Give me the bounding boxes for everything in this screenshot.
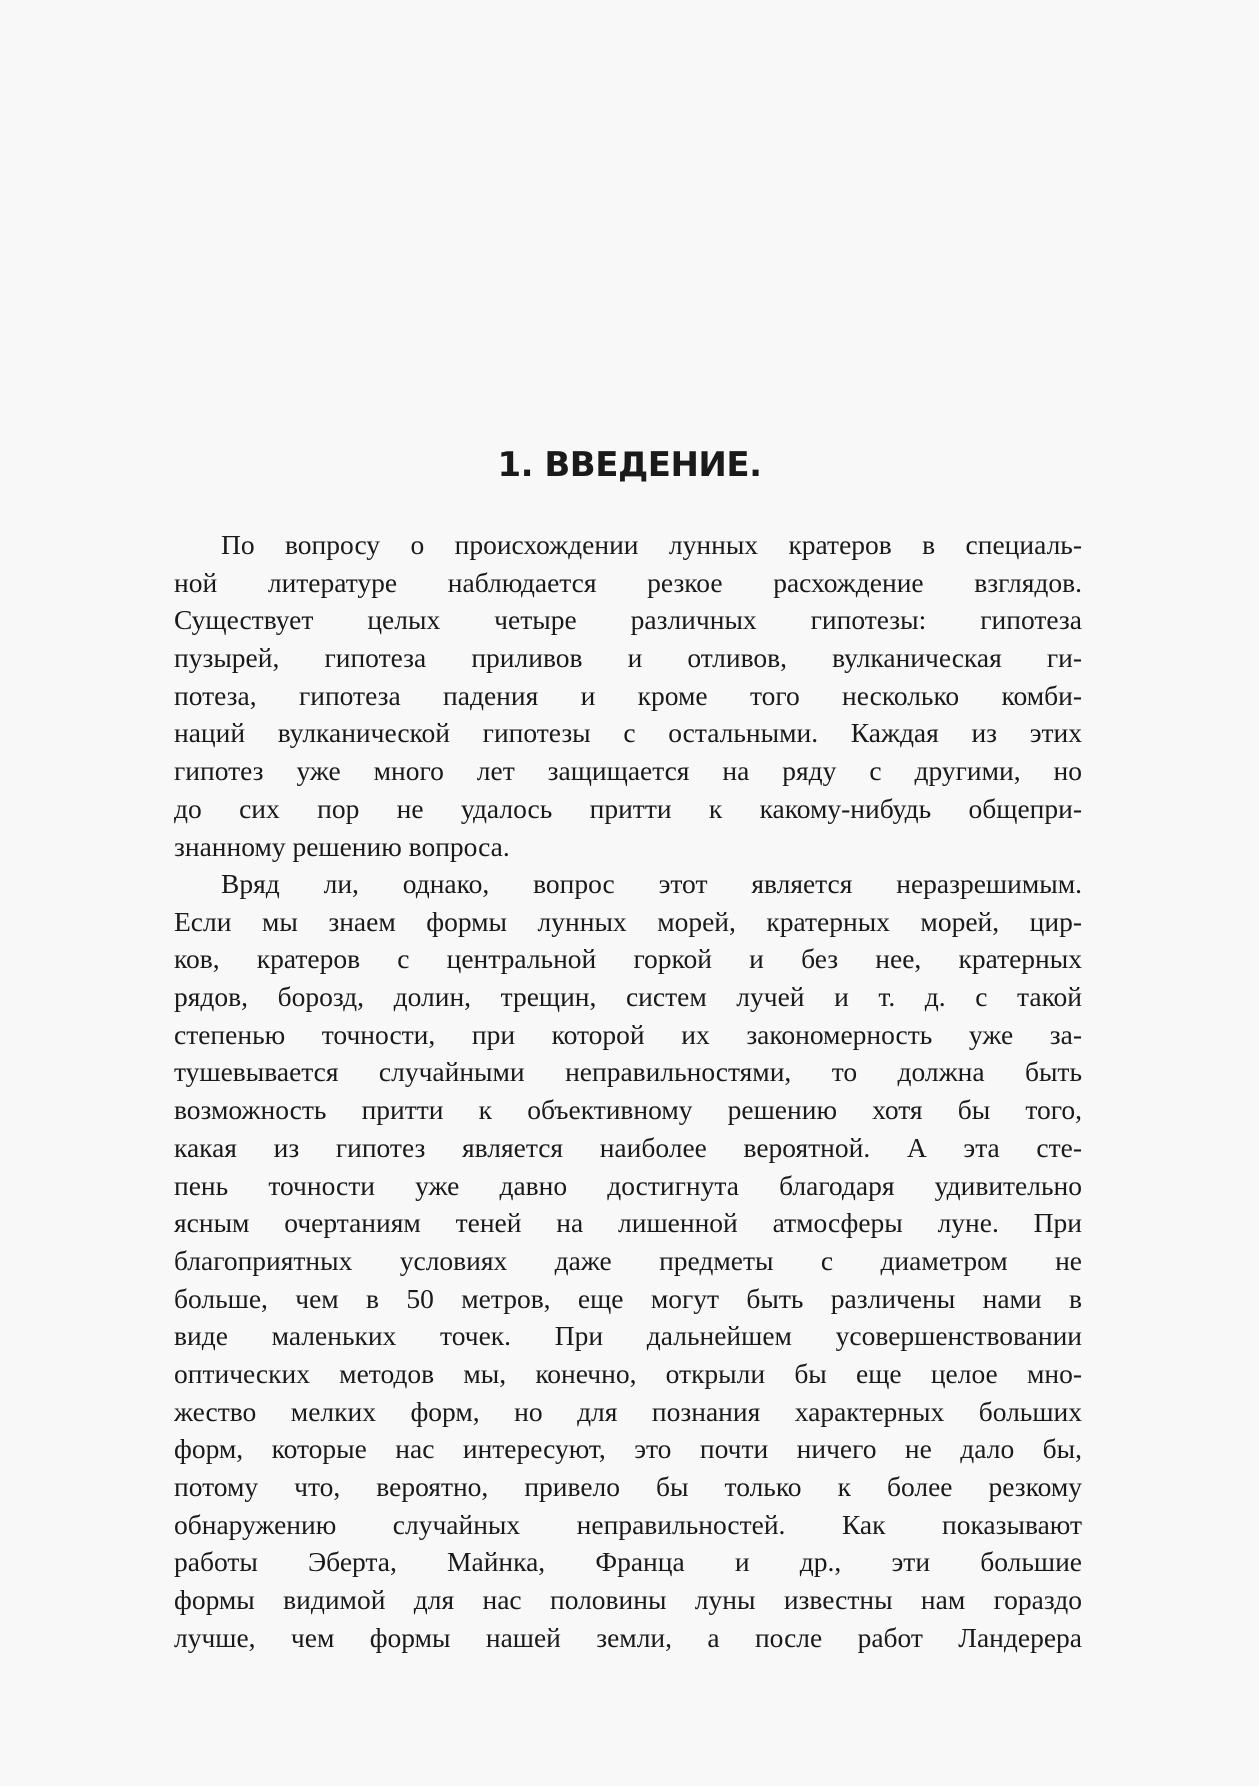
text-line: ной литературе наблюдается резкое расхождение взглядов. (174, 566, 1082, 598)
text-line: тушевывается случайными неправильностями, то должна быть (174, 1056, 1082, 1088)
text-line: лучше, чем формы нашей земли, а после работ Ландерера (174, 1621, 1082, 1653)
text-line: ков, кратеров с центральной горкой и без нее, кратерных (174, 943, 1082, 975)
text-line: Вряд ли, однако, вопрос этот является неразрешимым. (221, 868, 1082, 899)
text-line: потому что, вероятно, привело бы только к более резкому (174, 1471, 1082, 1502)
text-line: пузырей, гипотеза приливов и отливов, вулканическая ги- (174, 642, 1082, 674)
text-line: виде маленьких точек. При дальнейшем усовершенствовании (174, 1320, 1082, 1352)
text-line: рядов, борозд, долин, трещин, систем лучей и т. д. с такой (174, 981, 1082, 1013)
text-line: Если мы знаем формы лунных морей, кратерных морей, цир- (174, 905, 1082, 937)
text-line: гипотез уже много лет защищается на ряду с другими, но (174, 755, 1082, 787)
text-line: По вопросу о происхождении лунных кратеров в специаль- (221, 529, 1082, 560)
text-line: Существует целых четыре различных гипотезы: гипотеза (174, 604, 1082, 636)
text-line: больше, чем в 50 метров, еще могут быть различены нами в (174, 1282, 1082, 1314)
text-line: наций вулканической гипотезы с остальными. Каждая из этих (174, 717, 1082, 749)
paragraph-2 (174, 865, 1082, 1656)
paragraph-1 (174, 526, 1082, 865)
text-line: форм, которые нас интересуют, это почти ничего не дало бы, (174, 1433, 1082, 1465)
text-line: оптических методов мы, конечно, открыли бы еще целое мно- (174, 1357, 1082, 1389)
text-line: благоприятных условиях даже предметы с диаметром не (174, 1244, 1082, 1276)
chapter-heading: 1. ВВЕДЕНИЕ. (497, 445, 762, 485)
text-line: какая из гипотез является наиболее вероятной. А эта сте- (174, 1131, 1082, 1163)
text-line: жество мелких форм, но для познания характерных больших (174, 1395, 1082, 1427)
text-line: возможность притти к объективному решению хотя бы того, (174, 1094, 1082, 1126)
text-line: ясным очертаниям теней на лишенной атмосферы луне. При (174, 1207, 1082, 1239)
text-line: знанному решению вопроса. (174, 830, 510, 862)
text-line: формы видимой для нас половины луны известны нам гораздо (174, 1584, 1082, 1616)
text-line: пень точности уже давно достигнута благодаря удивительно (174, 1169, 1082, 1201)
text-line: обнаружению случайных неправильностей. Как показывают (174, 1508, 1082, 1540)
text-line: степенью точности, при которой их закономерность уже за- (174, 1018, 1082, 1050)
text-line: работы Эберта, Майнка, Франца и др., эти большие (174, 1546, 1082, 1578)
text-line: потеза, гипотеза падения и кроме того несколько комби- (174, 679, 1082, 711)
text-line: до сих пор не удалось притти к какому-нибудь общепри- (174, 792, 1082, 824)
